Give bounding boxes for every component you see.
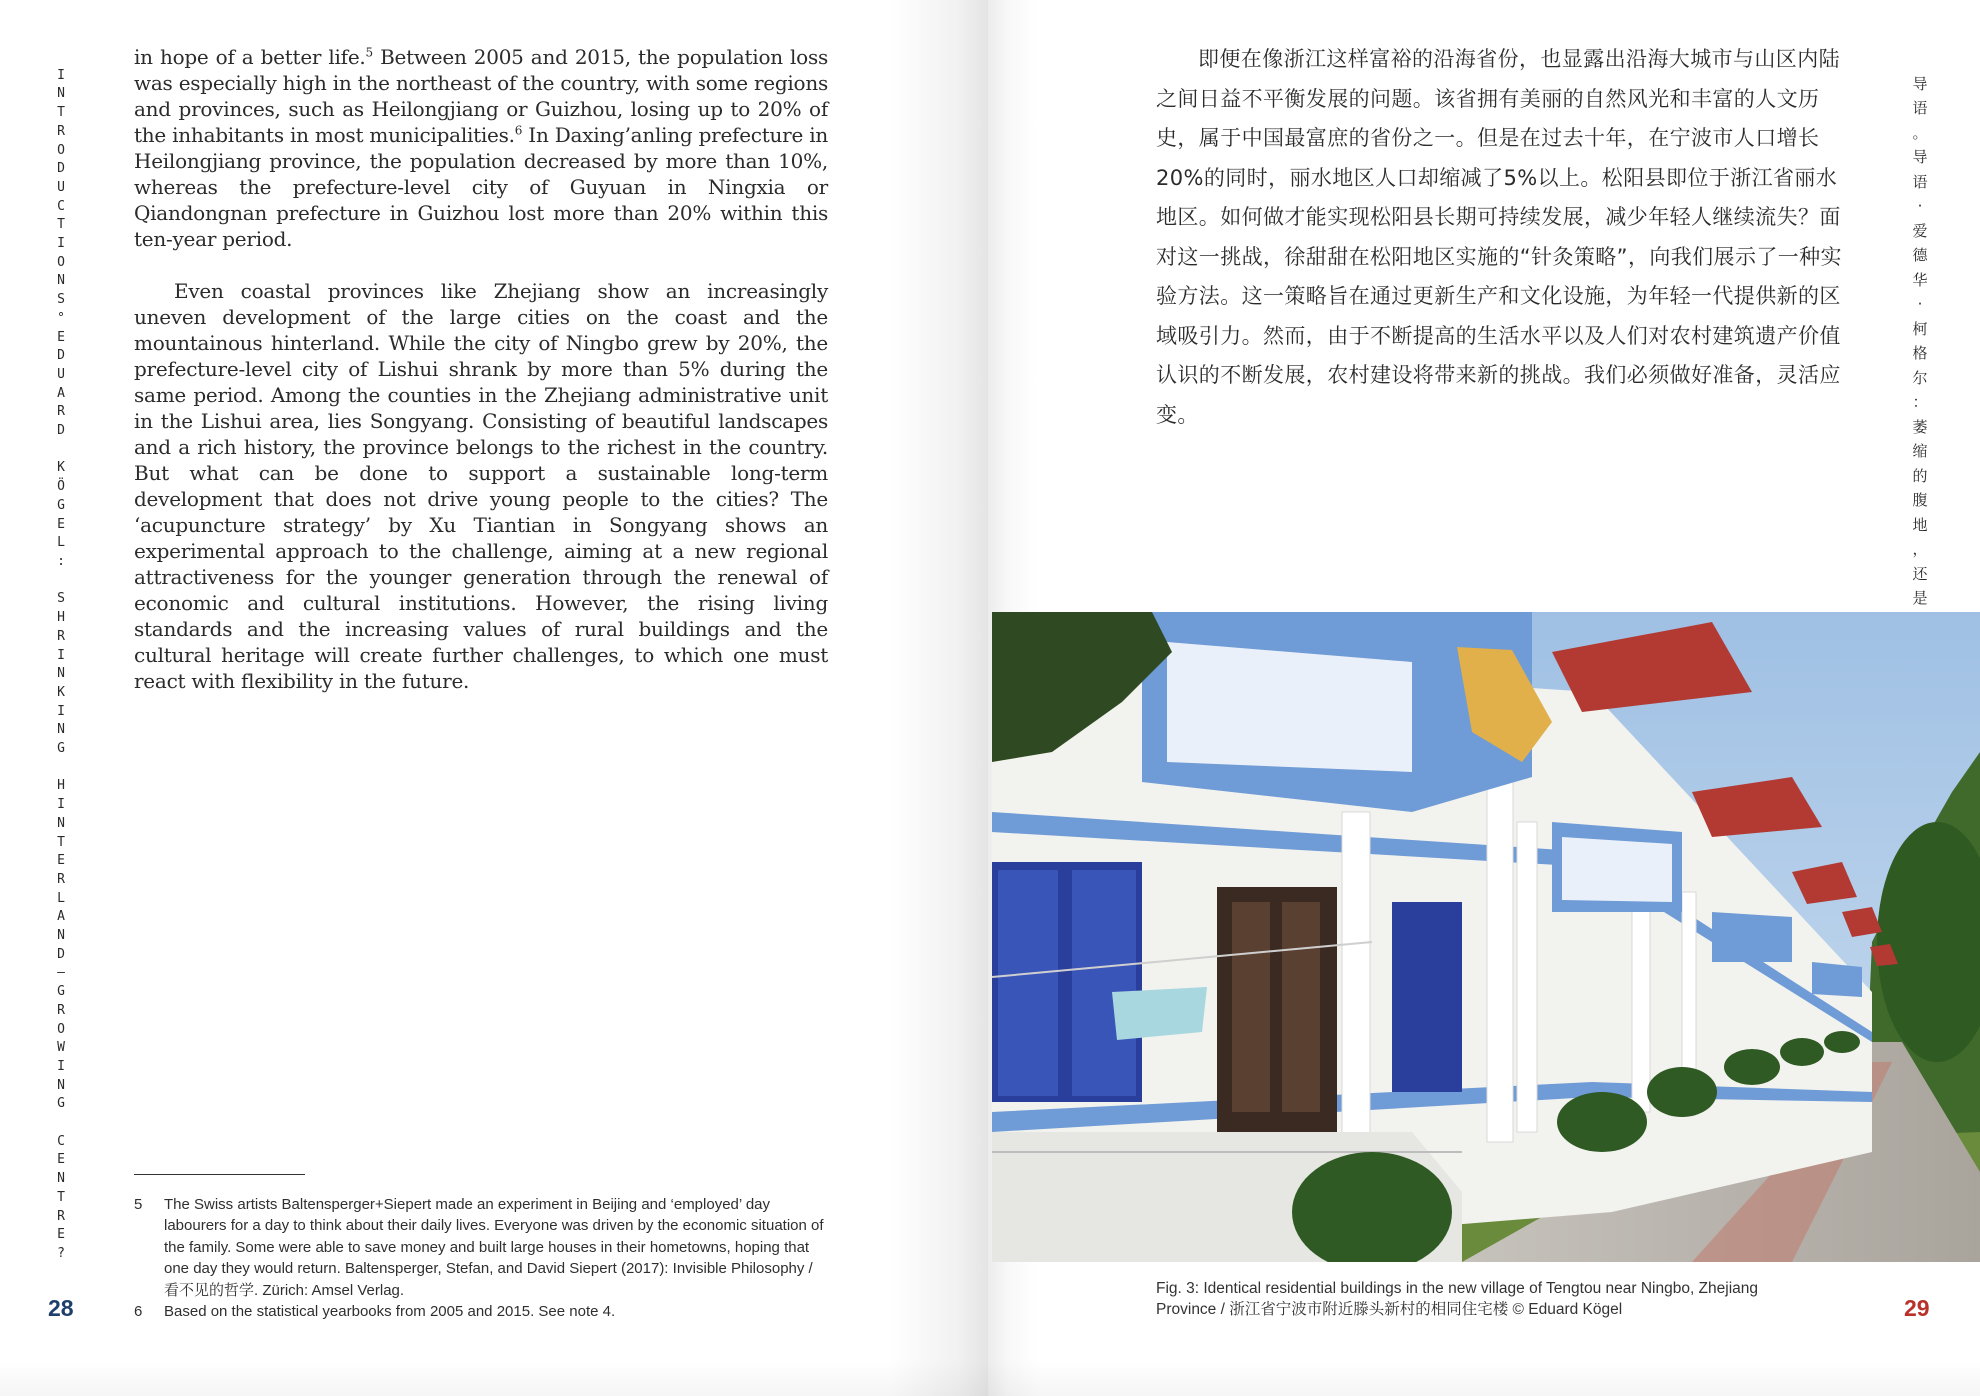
footnote-ref-6[interactable]: 6 — [514, 123, 523, 138]
paragraph-zh: 即便在像浙江这样富裕的沿海省份，也显露出沿海大城市与山区内陆之间日益不平衡发展的问题。该省拥有美丽的自然风光和丰富的人文历史，属于中国最富庶的省份之一。但是在过去十年，在宁波市人口增长20%的同时，丽水地区人口却缩减了5%以上。松阳县即位于浙江省丽水地区。如何做才能实现松阳县长期可持续发展，减少年轻人继续流失？面对这一挑战，徐甜甜在松阳地区实施的“针灸策略”，向我们展示了一种实验方法。这一策略旨在通过更新生产和文化设施，为年轻一代提供新的区域吸引力。然而，由于不断提高的生活水平以及人们对农村建筑遗产价值认识的不断发展，农村建设将带来新的挑战。我们必须做好准备，灵活应变。 — [1156, 47, 1842, 427]
caption-line-1: Fig. 3: Identical residential buildings in the new village of Tengtou near Ningbo, Zhejiang — [1156, 1280, 1759, 1297]
footnote-ref-5[interactable]: 5 — [365, 45, 373, 60]
footnote-number: 5 — [134, 1196, 143, 1213]
running-head-vertical — [52, 48, 70, 1264]
footnote-number: 6 — [134, 1303, 143, 1321]
page-number-left: 28 — [48, 1295, 74, 1321]
figure-photo-residential-buildings — [992, 612, 1980, 1262]
page-shadow — [0, 1360, 988, 1396]
left-page — [0, 0, 988, 1396]
paragraph-2: Even coastal provinces like Zhejiang show an increasingly uneven development of the large cities on the coast and the mountainous hinterland. While the city of Ningbo grew by 20%, the prefecture-level city of Lishui shrank by more than 5% during the same period. Among the counties in the Zhejiang administrative unit in the Lishui area, lies Songyang. Consisting of beautiful landscapes and a rich history, the province belongs to the richest in the country. But what can be done to support a sustainable long-term development that does not drive young people to the cities? The ‘acupuncture strategy’ by Xu Tiantian in Songyang shows an experimental approach to the challenge, aiming at a new regional attractiveness for the younger generation through the renewal of economic and cultural institutions. However, the rising living standards and the increasing values of rural buildings and the cultural heritage will create further challenges, to which one must react with flexibility in the future. — [134, 279, 828, 693]
footnote-text: Based on the statistical yearbooks from 2005 and 2015. See note 4. — [164, 1303, 616, 1321]
paragraph-1: in hope of a better life.$^5$ Between 2005 and 2015, the population loss was especially high in the northeast of the country, with some regions and provinces, such as Heilongjiang or Guizhou, losing up to 20% of the inhabitants in most municipalities.$^6$ In Daxing’anling prefecture in Heilongjiang province, the population decreased by more than 10%, whereas the prefecture-level city of Guyuan in Ningxia or Qiandongnan prefecture in Guizhou lost more than 20% within this ten-year period. — [134, 45, 828, 251]
footnote-6 — [134, 1301, 824, 1322]
caption-line-2: Province / 浙江省宁波市附近滕头新村的相同住宅楼 © Eduard Kögel — [1156, 1301, 1623, 1318]
footnotes — [134, 1194, 824, 1322]
footnote-divider — [134, 1174, 305, 1175]
page-number-right: 29 — [1904, 1295, 1930, 1321]
body-text-chinese — [1156, 40, 1846, 435]
page-shadow — [988, 1360, 1980, 1396]
footnote-5 — [134, 1194, 824, 1301]
running-head-text-zh: 导 语 。 导 语 · 爱 德 华 · 柯 格 尔 ： 萎 缩 的 腹 地 ， 还 是 — [1912, 74, 1928, 607]
running-head-text: I N T R O D U C T I O N S ° E D U A R D K Ö G E L : S H R I N K I N G H I N T E R L A N D – G R O W I N G C E N T R E ? — [57, 67, 65, 1261]
body-text-english — [134, 44, 828, 694]
figure-caption — [1156, 1278, 1856, 1320]
photo-laundry — [1112, 987, 1207, 1040]
footnote-text: The Swiss artists Baltensperger+Siepert made an experiment in Beijing and ‘employed’ day labourers for a day to think about their daily lives. Everyone was driven by the economic situation of the family. Some were able to save money and built large houses in their hometowns, hoping that one day they would return. Baltensperger, Stefan, and David Siepert (2017): Invisible Philosophy / 看不见的哲学. Zürich: Amsel Verlag. — [164, 1196, 824, 1299]
